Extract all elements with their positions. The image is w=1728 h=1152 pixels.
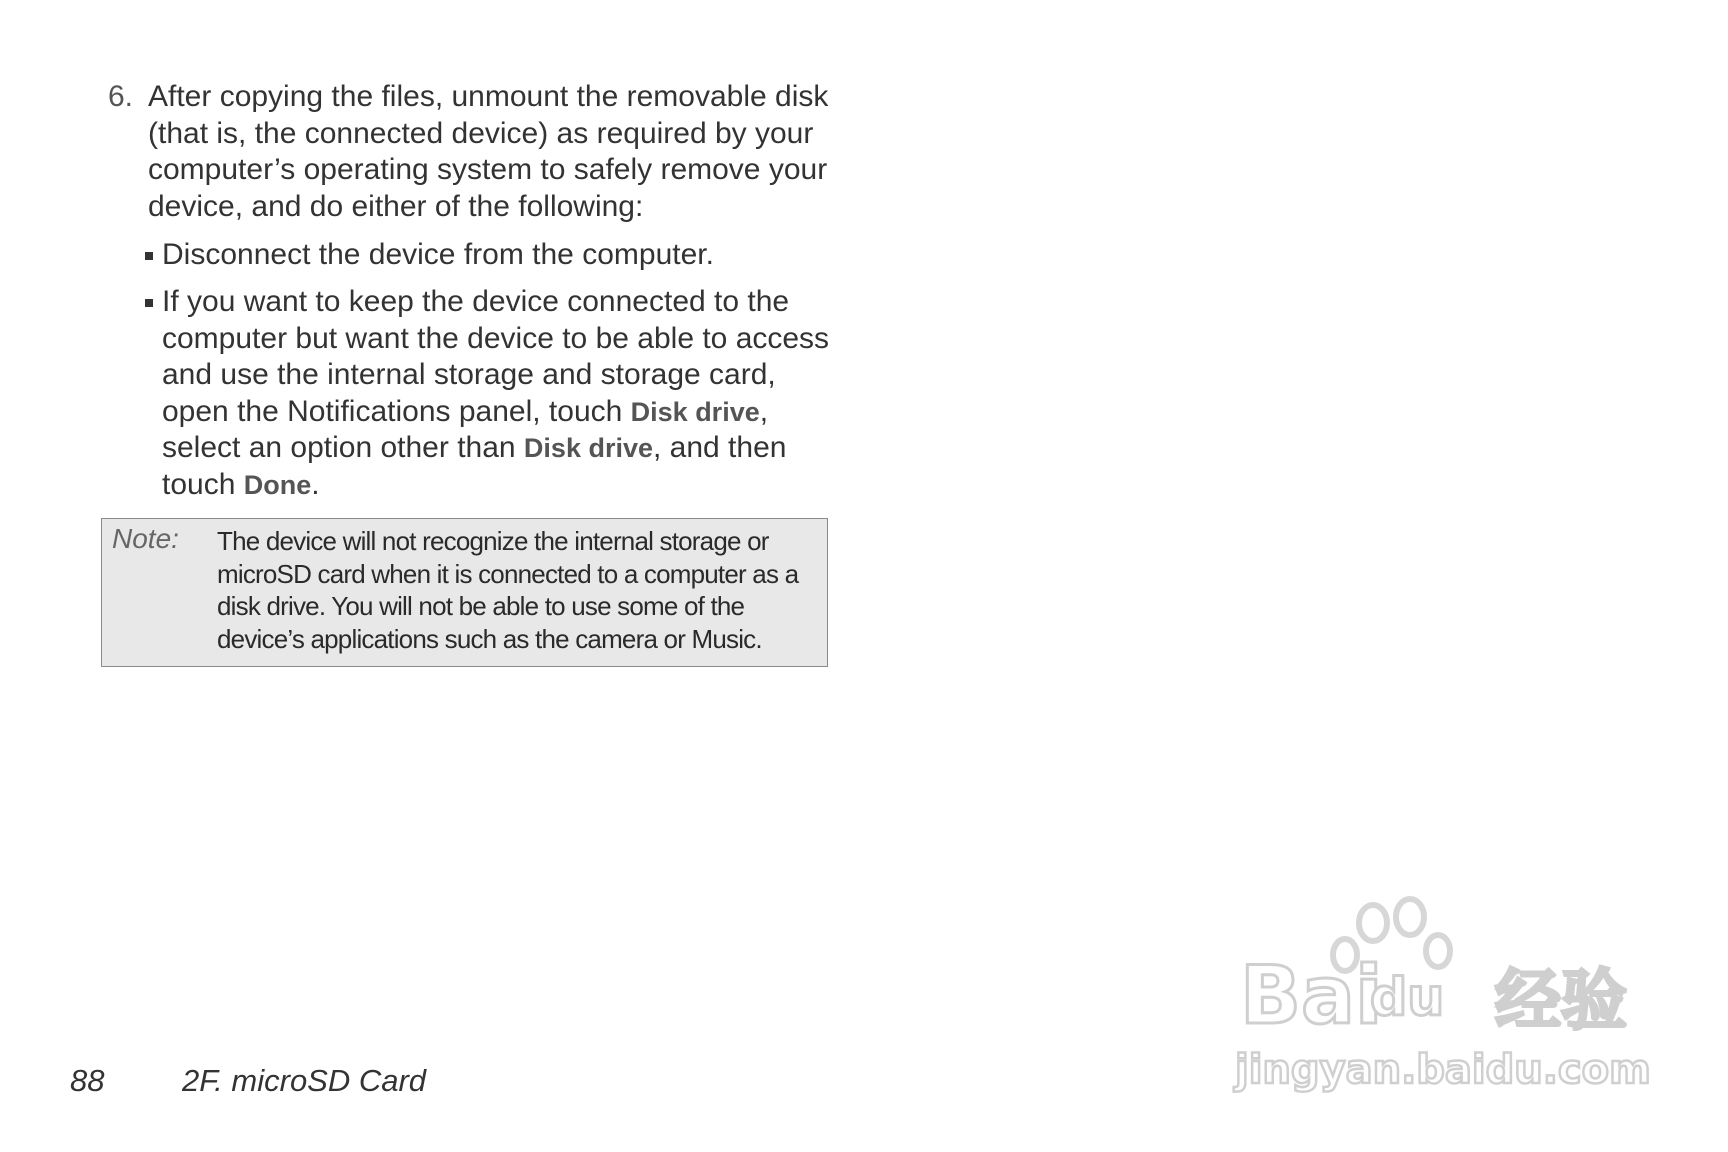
square-bullet-icon	[145, 299, 153, 307]
bullet-text-part: If you want to keep the device connected to the computer but want the device to be able to access and use the internal storage and storage card, open the Notifications panel, touch	[162, 285, 830, 428]
bullet-text-part: , select an option other than	[162, 394, 769, 464]
square-bullet-icon	[145, 252, 153, 260]
baidu-jingyan-watermark	[1230, 895, 1670, 1095]
watermark-brand: Bai	[1240, 949, 1383, 1042]
watermark-cn: 经验	[1495, 962, 1627, 1039]
note-box	[101, 518, 828, 667]
section-title: 2F. microSD Card	[182, 1063, 427, 1098]
bullet-text-part: .	[311, 467, 320, 501]
page-number: 88	[70, 1063, 105, 1098]
note-label: Note:	[112, 523, 179, 554]
watermark-brand-du: du	[1370, 968, 1445, 1028]
ui-term-disk-drive: Disk drive	[630, 396, 760, 427]
step-text: After copying the files, unmount the removable disk (that is, the connected device) as required by your computer’s operating system to safely remove your device, and do either of the following:	[148, 80, 829, 223]
watermark-url: jingyan.baidu.com	[1235, 1047, 1651, 1093]
bullet-text	[162, 284, 845, 503]
bullet-text-part: , and then touch	[162, 431, 787, 501]
step-number: 6.	[108, 80, 134, 113]
note-text: The device will not recognize the internal storage or microSD card when it is connected to a computer as a disk drive. You will not be able to use some of the device’s applications such as the camera or Music.	[217, 526, 799, 654]
ui-term-done: Done	[243, 469, 312, 500]
ui-term-disk-drive: Disk drive	[523, 433, 653, 463]
bullet-text: Disconnect the device from the computer.	[162, 238, 714, 271]
